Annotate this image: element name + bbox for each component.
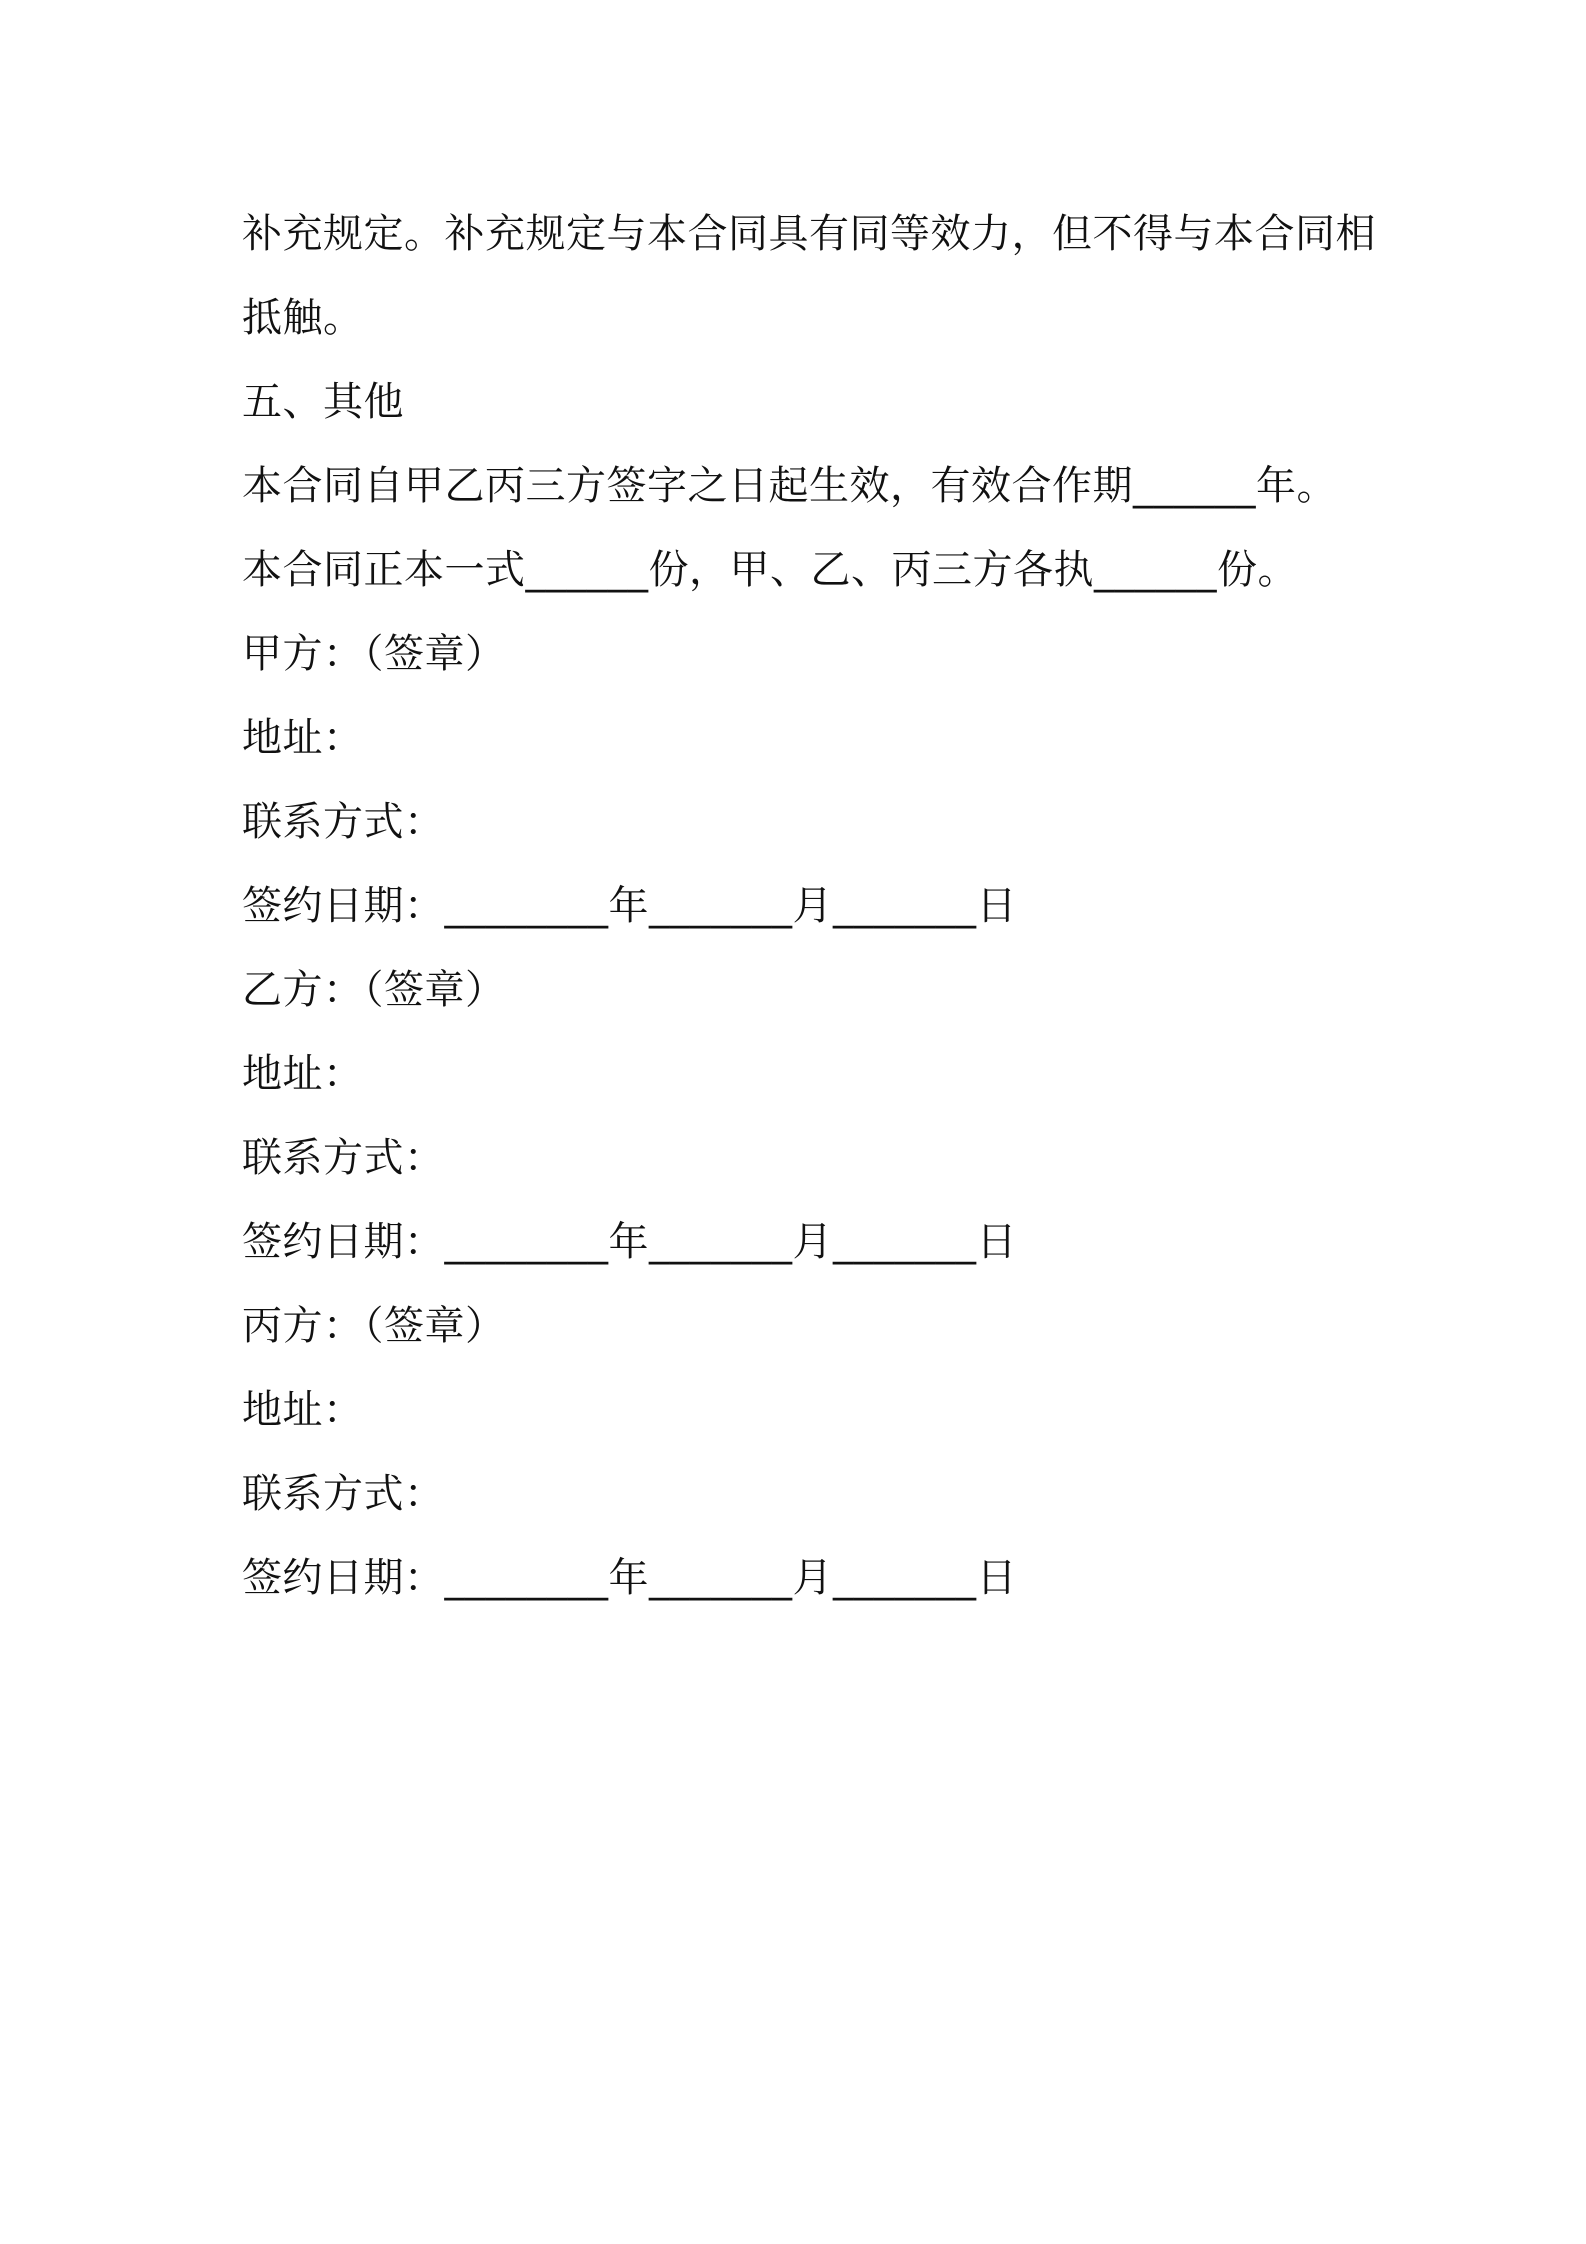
party-b-sign-date: 签约日期：________年_______月_______日	[242, 1219, 1017, 1265]
party-a-contact: 联系方式：	[242, 799, 445, 845]
paragraph-supplement-line-2: 抵触。	[242, 295, 364, 341]
party-c-sign-date: 签约日期：________年_______月_______日	[242, 1555, 1017, 1601]
party-b-signature: 乙方：（签章）	[242, 967, 506, 1013]
party-c-contact: 联系方式：	[242, 1471, 445, 1517]
clause-effective-term: 本合同自甲乙丙三方签字之日起生效，有效合作期______年。	[242, 463, 1337, 509]
clause-copies: 本合同正本一式______份，甲、乙、丙三方各执______份。	[242, 547, 1298, 593]
party-a-address: 地址：	[242, 715, 364, 761]
party-b-contact: 联系方式：	[242, 1135, 445, 1181]
paragraph-supplement-line-1: 补充规定。补充规定与本合同具有同等效力，但不得与本合同相	[242, 211, 1376, 257]
section-heading-other: 五、其他	[242, 379, 404, 425]
party-c-address: 地址：	[242, 1387, 364, 1433]
party-a-sign-date: 签约日期：________年_______月_______日	[242, 883, 1017, 929]
party-a-signature: 甲方：（签章）	[242, 631, 506, 677]
party-c-signature: 丙方：（签章）	[242, 1303, 506, 1349]
party-b-address: 地址：	[242, 1051, 364, 1097]
document-body	[242, 192, 1376, 1620]
